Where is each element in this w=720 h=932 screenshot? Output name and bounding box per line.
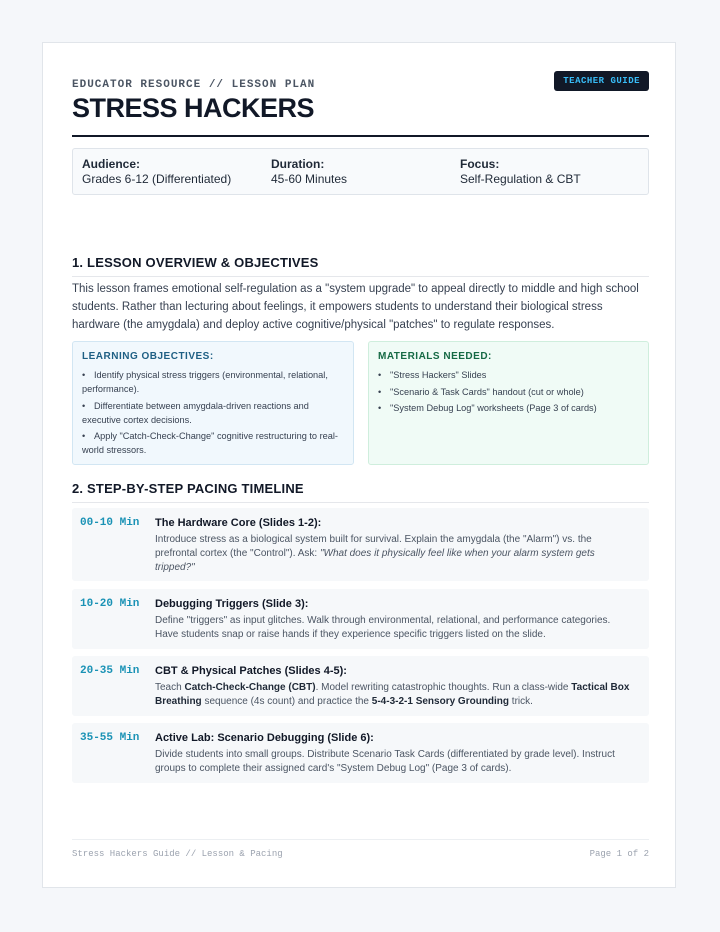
step-body bbox=[155, 731, 633, 776]
bullet-icon: • bbox=[378, 403, 382, 413]
footer-left-text: Stress Hackers Guide // Lesson & Pacing bbox=[72, 849, 283, 859]
step-title: Active Lab: Scenario Debugging (Slide 6): bbox=[155, 732, 374, 744]
step-title: The Hardware Core (Slides 1-2): bbox=[155, 517, 322, 529]
learning-objectives-box bbox=[72, 341, 354, 465]
meta-label: Audience: bbox=[82, 157, 141, 171]
step-description: Define "triggers" as input glitches. Walk through environmental, relational, and performance categories. Have students snap or raise hands if they experience specific triggers listed on the slide. bbox=[155, 615, 611, 640]
materials-list bbox=[378, 368, 639, 415]
objectives-heading: LEARNING OBJECTIVES: bbox=[82, 351, 214, 362]
bullet-icon: • bbox=[378, 370, 382, 380]
timeline-step bbox=[72, 723, 649, 783]
meta-label: Focus: bbox=[460, 157, 500, 171]
step-body bbox=[155, 516, 633, 575]
step-time: 35-55 Min bbox=[80, 732, 140, 744]
list-item: • "Stress Hackers" Slides bbox=[378, 370, 487, 380]
step-time: 00-10 Min bbox=[80, 517, 140, 529]
step-description: Divide students into small groups. Distribute Scenario Task Cards (differentiated by grade level). Instruct groups to complete their assigned card's "System Debug Log" (Page 3 of cards). bbox=[155, 749, 615, 774]
list-item: • Identify physical stress triggers (environmental, relational, performance). bbox=[82, 370, 328, 394]
meta-focus bbox=[460, 157, 581, 187]
step-description: Introduce stress as a biological system built for survival. Explain the amygdala (the "Alarm") vs. the prefrontal cortex (the "Control"). Ask: "What does it physically feel like when your alarm system gets tripped?" bbox=[155, 534, 595, 573]
timeline-step bbox=[72, 508, 649, 581]
list-item: • "System Debug Log" worksheets (Page 3 of cards) bbox=[378, 403, 597, 413]
step-title: Debugging Triggers (Slide 3): bbox=[155, 598, 309, 610]
teacher-guide-badge: TEACHER GUIDE bbox=[554, 71, 649, 91]
step-time: 10-20 Min bbox=[80, 598, 140, 610]
page-title: STRESS HACKERS bbox=[72, 93, 315, 123]
meta-label: Duration: bbox=[271, 157, 325, 171]
timeline-step bbox=[72, 656, 649, 716]
meta-audience bbox=[82, 157, 231, 187]
meta-duration bbox=[271, 157, 347, 187]
bullet-icon: • bbox=[82, 431, 86, 441]
meta-value: Grades 6-12 (Differentiated) bbox=[82, 172, 232, 186]
page-number: Page 1 of 2 bbox=[589, 849, 649, 859]
eyebrow-label: EDUCATOR RESOURCE // LESSON PLAN bbox=[72, 79, 316, 91]
step-title: CBT & Physical Patches (Slides 4-5): bbox=[155, 665, 347, 677]
section-heading-timeline: 2. STEP-BY-STEP PACING TIMELINE bbox=[72, 481, 649, 503]
timeline-step bbox=[72, 589, 649, 649]
step-body bbox=[155, 597, 633, 642]
bullet-icon: • bbox=[82, 400, 86, 411]
bullet-icon: • bbox=[82, 370, 86, 380]
document-page bbox=[42, 42, 676, 888]
list-item: • Differentiate between amygdala-driven reactions and executive cortex decisions. bbox=[82, 400, 309, 425]
list-item: • Apply "Catch-Check-Change" cognitive restructuring to real-world stressors. bbox=[82, 431, 338, 455]
step-quote: "What does it physically feel like when your alarm system gets tripped?" bbox=[155, 548, 595, 573]
page-footer bbox=[72, 839, 649, 860]
bullet-icon: • bbox=[378, 386, 382, 397]
materials-needed-box bbox=[368, 341, 649, 465]
list-item: • "Scenario & Task Cards" handout (cut or whole) bbox=[378, 386, 584, 397]
meta-value: Self-Regulation & CBT bbox=[460, 172, 581, 186]
title-divider bbox=[72, 135, 649, 137]
step-body bbox=[155, 664, 633, 709]
overview-paragraph: This lesson frames emotional self-regulation as a "system upgrade" to appeal directly to middle and high school students. Rather than lecturing about feelings, it empowers students to understand their biological stress hardware (the amygdala) and deploy active cognitive/physical "patches" to regulate responses. bbox=[72, 283, 639, 331]
materials-heading: MATERIALS NEEDED: bbox=[378, 351, 492, 362]
lesson-meta-panel bbox=[72, 148, 649, 195]
step-description: Teach Catch-Check-Change (CBT). Model rewriting catastrophic thoughts. Run a class-wide Tactical Box Breathing sequence (4s count) and practice the 5-4-3-2-1 Sensory Grounding trick. bbox=[155, 682, 630, 707]
meta-value: 45-60 Minutes bbox=[271, 172, 348, 186]
section-heading-overview: 1. LESSON OVERVIEW & OBJECTIVES bbox=[72, 255, 649, 277]
objectives-list bbox=[82, 368, 344, 457]
step-time: 20-35 Min bbox=[80, 665, 140, 677]
